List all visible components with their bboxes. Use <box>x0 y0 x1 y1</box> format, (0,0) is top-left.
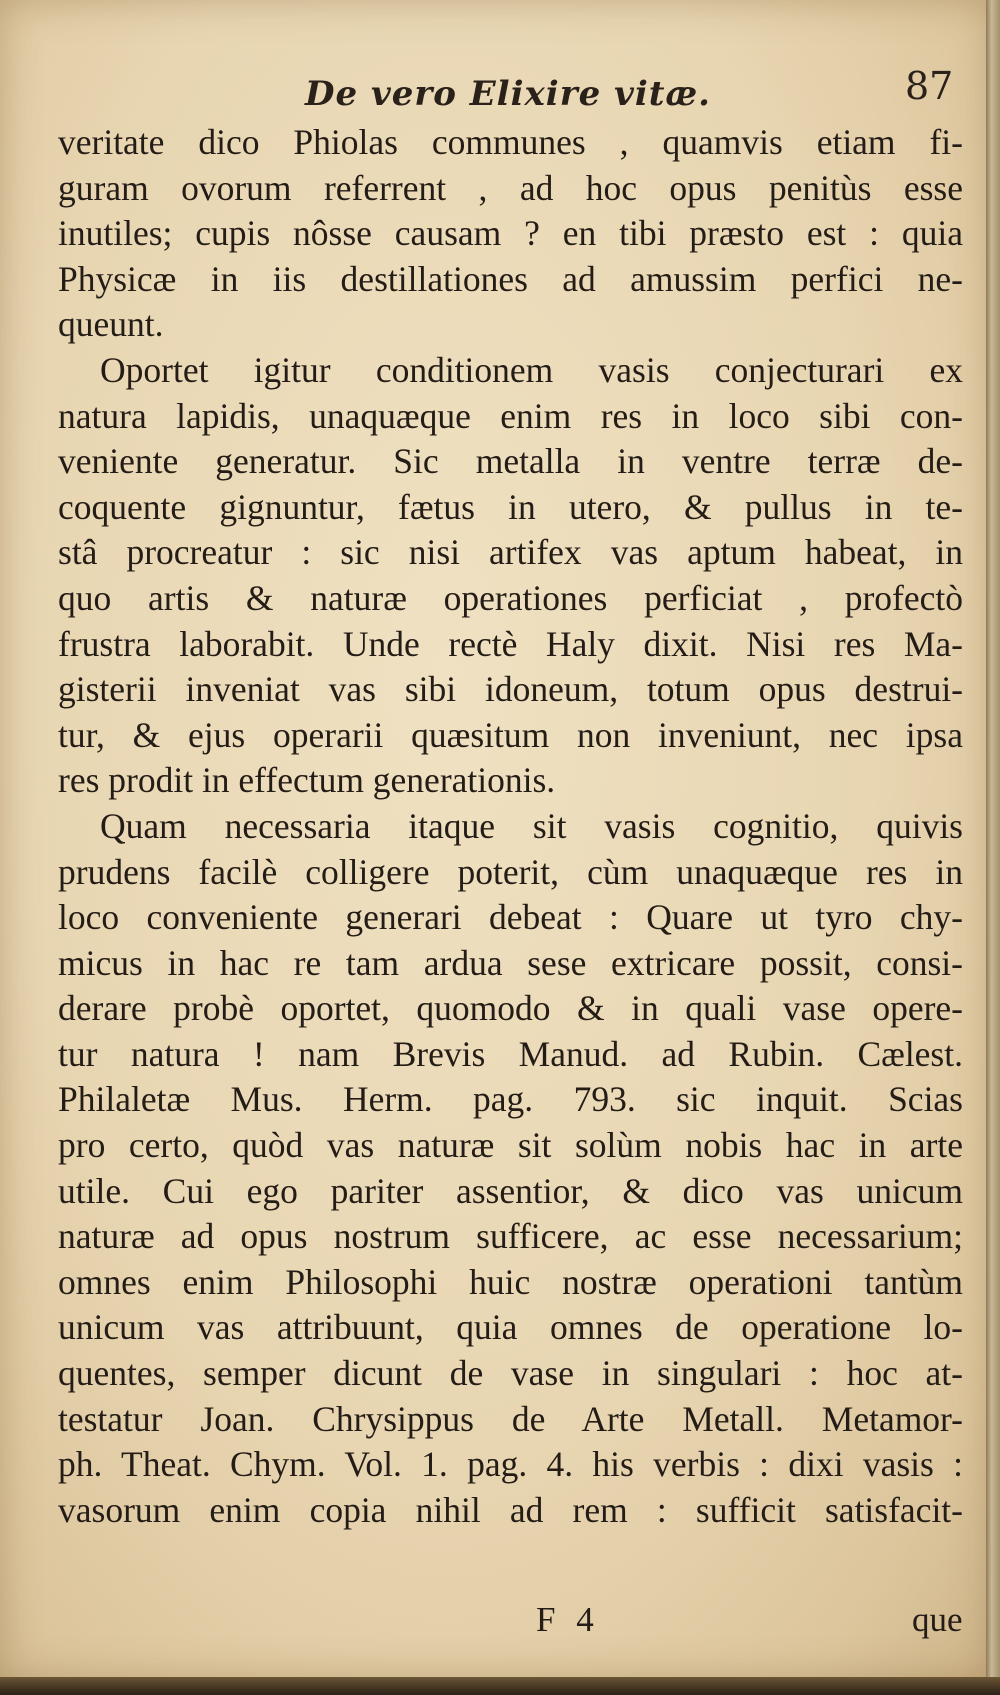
text-line: prudens facilè colligere poterit, cùm unaquæque res in <box>58 851 963 892</box>
running-head <box>0 62 992 122</box>
text-line: veniente generatur. Sic metalla in ventre terræ de- <box>58 441 963 482</box>
text-line: gisterii inveniat vas sibi idoneum, totum opus destrui- <box>58 669 963 710</box>
page-number: 87 <box>905 64 954 108</box>
page-edge-bottom <box>0 1677 1000 1695</box>
body-text <box>58 120 963 1533</box>
text-line: natura lapidis, unaquæque enim res in loco sibi con- <box>58 395 963 436</box>
text-line: guram ovorum referrent , ad hoc opus penitùs esse <box>58 167 963 208</box>
signature-mark: F 4 <box>536 1600 600 1639</box>
text-line: vasorum enim copia nihil ad rem : sufficit satisfacit- <box>58 1489 963 1530</box>
text-line: stâ procreatur : sic nisi artifex vas aptum habeat, in <box>58 532 963 573</box>
text-line: queunt. <box>58 304 164 345</box>
text-line: quentes, semper dicunt de vase in singulari : hoc at- <box>58 1353 963 1394</box>
page-edge-right <box>986 0 1000 1695</box>
text-line: loco conveniente generari debeat : Quare ut tyro chy- <box>58 897 963 938</box>
catchword: que <box>912 1600 963 1639</box>
text-line: res prodit in effectum generationis. <box>58 760 556 801</box>
text-line: inutiles; cupis nôsse causam ? en tibi præsto est : quia <box>58 213 963 254</box>
text-line: veritate dico Phiolas communes , quamvis etiam fi- <box>58 122 963 162</box>
paragraph-start-line: Quam necessaria itaque sit vasis cognitio, quivis <box>100 805 963 846</box>
text-line: tur, & ejus operarii quæsitum non inveniunt, nec ipsa <box>58 714 963 755</box>
text-line: quo artis & naturæ operationes perficiat , profectò <box>58 577 963 618</box>
text-line: unicum vas attribuunt, quia omnes de operatione lo- <box>58 1307 963 1348</box>
text-line: micus in hac re tam ardua sese extricare possit, consi- <box>58 942 963 983</box>
text-line: Philaletæ Mus. Herm. pag. 793. sic inquit. Scias <box>58 1079 963 1120</box>
text-line: tur natura ! nam Brevis Manud. ad Rubin. Cælest. <box>58 1033 963 1074</box>
text-line: pro certo, quòd vas naturæ sit solùm nobis hac in arte <box>58 1125 963 1166</box>
paragraph-start-line: Oportet igitur conditionem vasis conjecturari ex <box>100 349 963 390</box>
text-line: coquente gignuntur, fætus in utero, & pullus in te- <box>58 486 963 527</box>
text-line: ph. Theat. Chym. Vol. 1. pag. 4. his verbis : dixi vasis : <box>58 1444 963 1485</box>
text-line: Physicæ in iis destillationes ad amussim perfici ne- <box>58 258 963 299</box>
text-line: omnes enim Philosophi huic nostræ operationi tantùm <box>58 1261 963 1302</box>
text-line: utile. Cui ego pariter assentior, & dico vas unicum <box>58 1170 963 1211</box>
text-line: derare probè oportet, quomodo & in quali vase opere- <box>58 988 963 1029</box>
text-line: testatur Joan. Chrysippus de Arte Metall. Metamor- <box>58 1398 963 1439</box>
running-title: De vero Elixire vitæ. <box>305 74 711 114</box>
text-line: frustra laborabit. Unde rectè Haly dixit. Nisi res Ma- <box>58 623 963 664</box>
text-line: naturæ ad opus nostrum sufficere, ac esse necessarium; <box>58 1216 963 1257</box>
